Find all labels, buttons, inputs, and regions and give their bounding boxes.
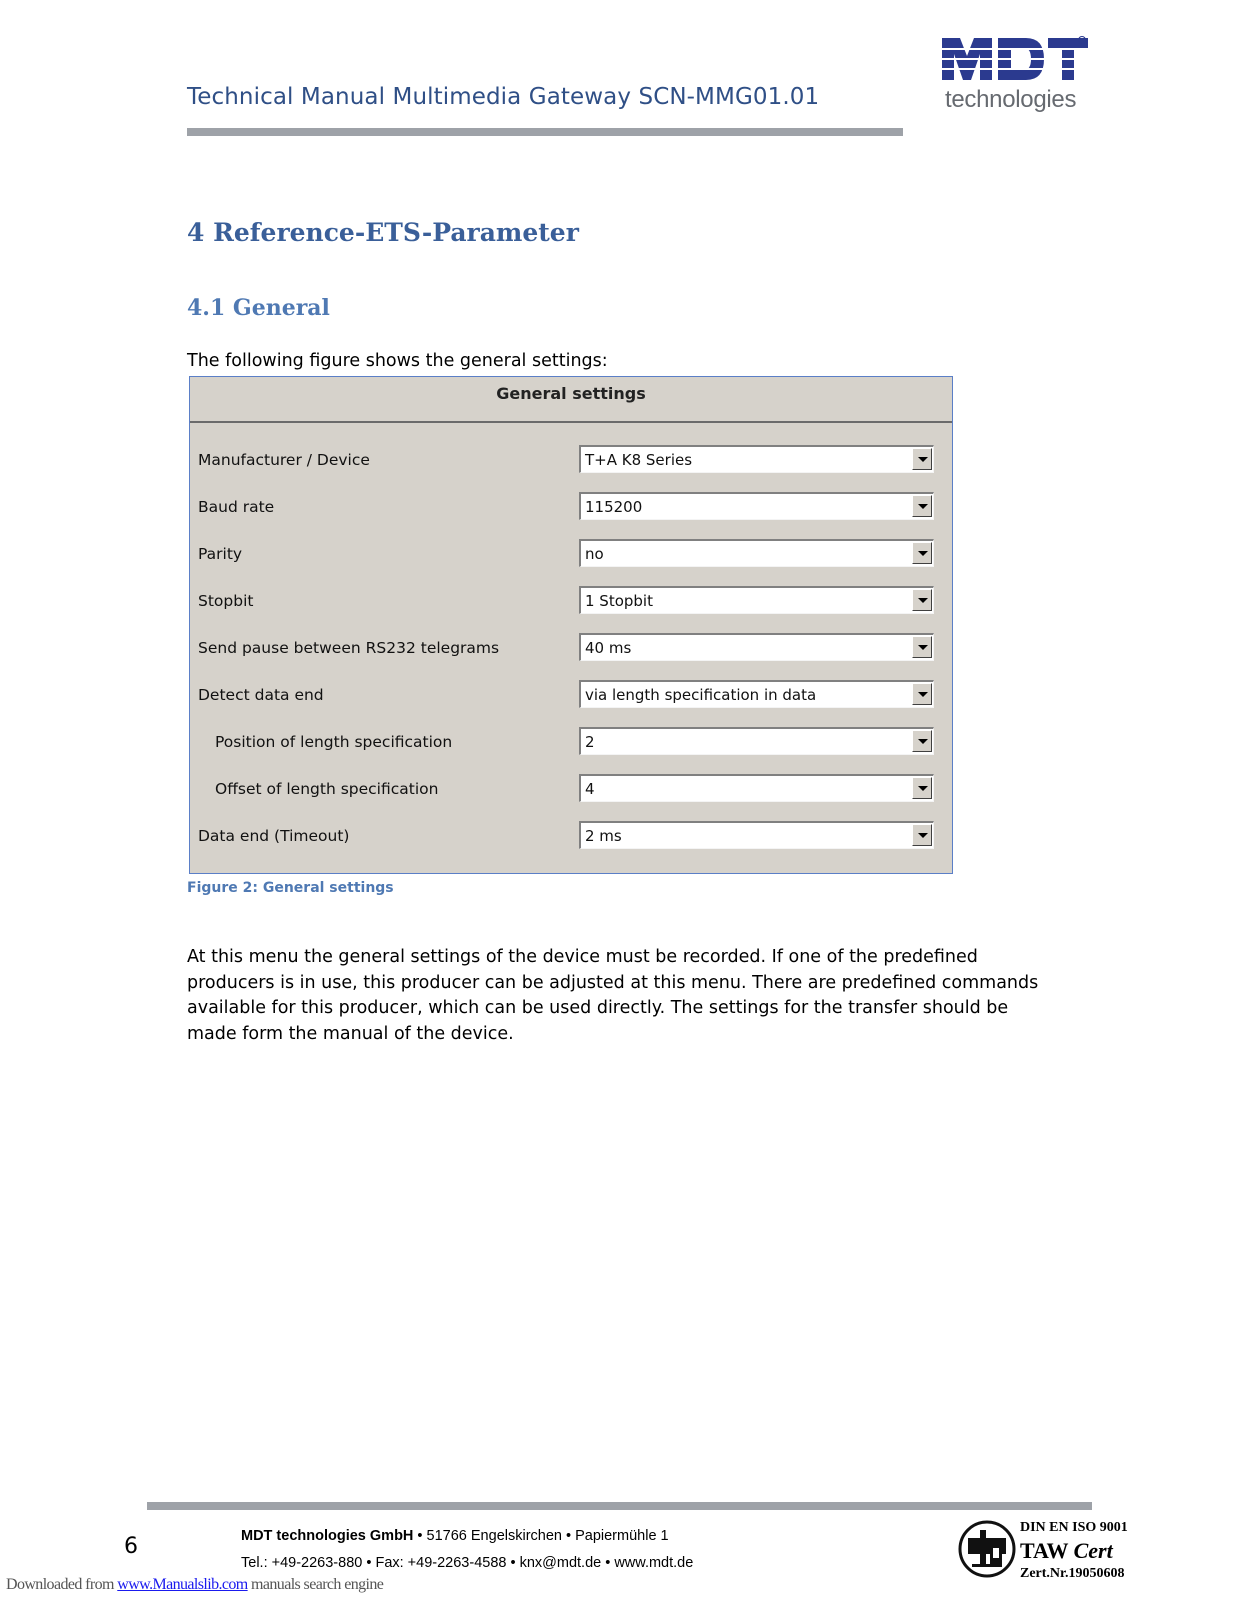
cert-taw [1020, 1538, 1113, 1564]
param-row-length-offset [190, 774, 952, 804]
data-end-timeout-select[interactable] [579, 821, 934, 849]
section-heading: 4 Reference-ETS-Parameter [187, 218, 579, 247]
document-title: Technical Manual Multimedia Gateway SCN-MMG01.01 [187, 84, 820, 110]
param-label: Send pause between RS232 telegrams [198, 639, 500, 657]
manualslib-link[interactable]: www.Manualslib.com [117, 1576, 248, 1593]
chevron-down-icon[interactable] [912, 824, 932, 846]
send-pause-select[interactable] [579, 633, 934, 661]
select-value: T+A K8 Series [585, 451, 693, 469]
chevron-down-icon[interactable] [912, 636, 932, 658]
length-offset-select[interactable] [579, 774, 934, 802]
param-label: Detect data end [198, 686, 324, 704]
subsection-heading: 4.1 General [187, 295, 330, 321]
select-value: 2 ms [585, 827, 622, 845]
footer-rule [147, 1502, 1092, 1510]
header-rule [187, 128, 903, 136]
general-settings-dialog [189, 376, 953, 874]
footer-address [241, 1528, 669, 1544]
chevron-down-icon[interactable] [912, 730, 932, 752]
param-label: Position of length specification [215, 733, 453, 751]
mdt-logo [940, 34, 1112, 120]
page-number: 6 [124, 1534, 138, 1559]
param-row-length-position [190, 727, 952, 757]
param-row-data-end-timeout [190, 821, 952, 851]
cert-taw-a: TAW [1020, 1538, 1069, 1563]
logo-subtitle: technologies [945, 86, 1077, 113]
chevron-down-icon[interactable] [912, 542, 932, 564]
cert-iso: DIN EN ISO 9001 [1020, 1520, 1128, 1535]
chevron-down-icon[interactable] [912, 777, 932, 799]
select-value: 1 Stopbit [585, 592, 653, 610]
tq-logo-icon [958, 1518, 1016, 1580]
select-value: 40 ms [585, 639, 632, 657]
footer-address-rest: • 51766 Engelskirchen • Papiermühle 1 [413, 1528, 669, 1544]
param-row-send-pause [190, 633, 952, 663]
baud-rate-select[interactable] [579, 492, 934, 520]
certification-badge [958, 1516, 1148, 1586]
param-label: Data end (Timeout) [198, 827, 350, 845]
parity-select[interactable] [579, 539, 934, 567]
footer-company: MDT technologies GmbH [241, 1528, 414, 1544]
param-label: Stopbit [198, 592, 254, 610]
chevron-down-icon[interactable] [912, 589, 932, 611]
param-label: Manufacturer / Device [198, 451, 370, 469]
manufacturer-select[interactable] [579, 445, 934, 473]
param-row-baud-rate [190, 492, 952, 522]
length-position-select[interactable] [579, 727, 934, 755]
select-value: 115200 [585, 498, 643, 516]
cert-taw-b: Cert [1073, 1538, 1113, 1563]
watermark-suffix: manuals search engine [247, 1576, 384, 1593]
select-value: 2 [585, 733, 595, 751]
param-row-detect-data-end [190, 680, 952, 710]
watermark-prefix: Downloaded from [6, 1576, 118, 1593]
svg-text:R: R [1080, 38, 1084, 45]
param-label: Parity [198, 545, 243, 563]
select-value: 4 [585, 780, 595, 798]
mdt-logo-icon [940, 34, 1112, 90]
intro-text: The following figure shows the general settings: [187, 351, 608, 371]
dialog-title: General settings [496, 384, 646, 403]
cert-number: Zert.Nr.19050608 [1020, 1566, 1125, 1581]
footer-contact: Tel.: +49-2263-880 • Fax: +49-2263-4588 • knx@mdt.de • www.mdt.de [241, 1555, 694, 1571]
download-watermark [6, 1576, 383, 1594]
param-row-manufacturer [190, 445, 952, 475]
body-paragraph: At this menu the general settings of the device must be recorded. If one of the predefined producers is in use, this producer can be adjusted at this menu. There are predefined commands available for this producer, which can be used directly. The settings for the transfer should be made form the manual of the device. [187, 947, 1039, 1044]
figure-caption: Figure 2: General settings [187, 880, 394, 896]
param-row-parity [190, 539, 952, 569]
chevron-down-icon[interactable] [912, 448, 932, 470]
param-row-stopbit [190, 586, 952, 616]
chevron-down-icon[interactable] [912, 683, 932, 705]
select-value: no [585, 545, 604, 563]
stopbit-select[interactable] [579, 586, 934, 614]
detect-data-end-select[interactable] [579, 680, 934, 708]
select-value: via length specification in data [585, 686, 817, 704]
dialog-separator [190, 421, 952, 423]
chevron-down-icon[interactable] [912, 495, 932, 517]
param-label: Baud rate [198, 498, 275, 516]
param-label: Offset of length specification [215, 780, 439, 798]
